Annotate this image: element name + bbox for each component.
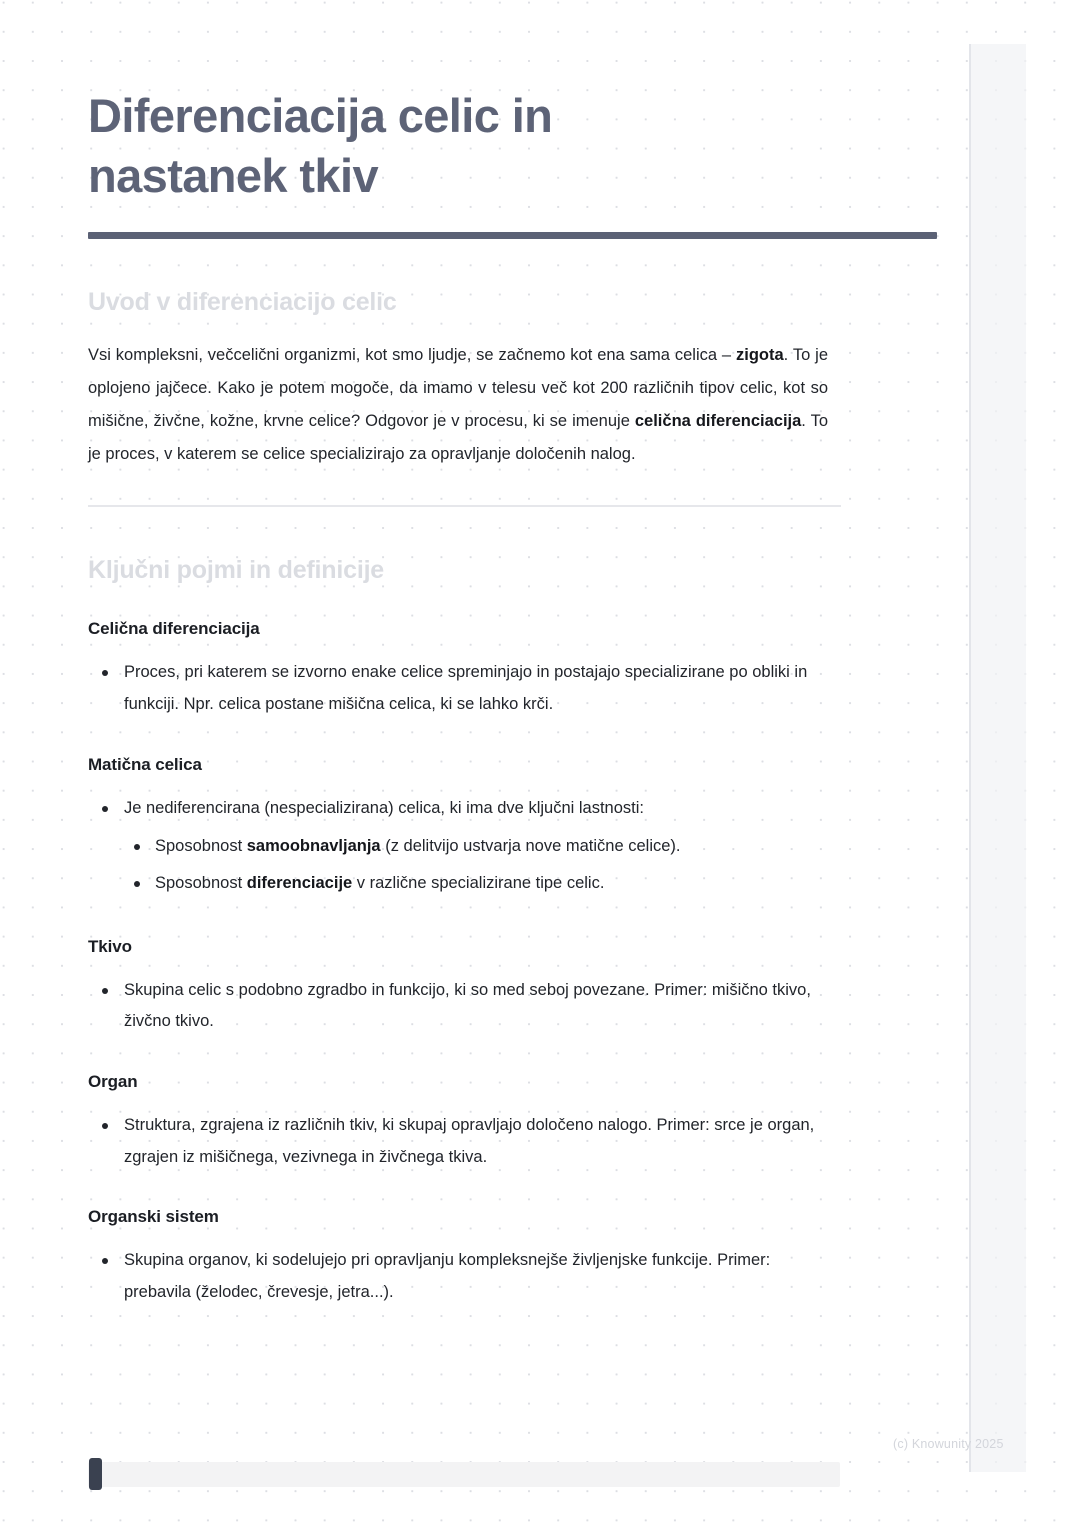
copyright-watermark: (c) Knowunity 2025 <box>893 1437 1004 1451</box>
list-item <box>88 1245 840 1308</box>
intro-paragraph <box>88 317 828 471</box>
page-edge-band <box>969 44 1026 1472</box>
bullet-text: Proces, pri katerem se izvorno enake celice spreminjajo in postajajo specializirane po obliki in funkciji. Npr. celica postane mišična celica, ki se lahko krči. <box>124 663 808 713</box>
document-content <box>88 0 940 1309</box>
list-item <box>88 975 840 1038</box>
term-title-organ: Organ <box>88 1071 138 1091</box>
list-item <box>88 657 840 720</box>
bullet-list-celicna-diferenciacija <box>88 639 940 720</box>
bullet-list-tkivo <box>88 957 940 1038</box>
intro-text-part1: Vsi kompleksni, večcelični organizmi, kot smo ljudje, se začnemo kot ena sama celica – <box>88 346 736 365</box>
term-zigota: zigota <box>736 346 784 365</box>
bullet-list-maticna-celica <box>88 775 940 903</box>
sub-bullet-list-lastnosti <box>124 824 840 902</box>
bullet-text: Skupina organov, ki sodelujejo pri opravljanju kompleksnejše življenjske funkcije. Primer: prebavila (želodec, črevesje, jetra...). <box>124 1251 771 1301</box>
term-diferenciacije: diferenciacije <box>246 874 353 893</box>
intro-text-part3: . To je proces, v katerem se celice specializirajo za opravljanje določenih nalog. <box>88 412 828 464</box>
intro-text-part2: . To je oplojeno jajčece. Kako je potem mogoče, da imamo v telesu več kot 200 različnih tipov celic, kot so mišične, živčne, kožne, krvne celice? Odgovor je v procesu, ki se imenuje <box>88 346 828 431</box>
sub-bullet-text-post: (z delitvijo ustvarja nove matične celice). <box>380 837 681 856</box>
list-item <box>88 793 840 903</box>
bullet-list-organ <box>88 1092 940 1173</box>
bullet-text: Je nediferencirana (nespecializirana) celica, ki ima dve ključni lastnosti: <box>124 798 644 817</box>
bullet-text: Struktura, zgrajena iz različnih tkiv, ki skupaj opravljajo določeno nalogo. Primer: srce je organ, zgrajen iz mišičnega, vezivnega in živčnega tkiva. <box>124 1115 815 1166</box>
term-celicna-diferenciacija: celična diferenciacija <box>634 412 802 431</box>
bottom-progress-bar <box>88 1462 840 1487</box>
term-title-tkivo: Tkivo <box>88 936 132 956</box>
term-title-maticna-celica: Matična celica <box>88 754 202 774</box>
sub-bullet-text-pre: Sposobnost <box>155 874 247 893</box>
term-samoobnavljanja: samoobnavljanja <box>246 837 381 856</box>
title-divider-rule <box>88 232 937 239</box>
bullet-list-organski-sistem <box>88 1227 940 1308</box>
list-item <box>124 828 855 865</box>
term-title-organski-sistem: Organski sistem <box>88 1207 219 1227</box>
sub-bullet-text-post: v različne specializirane tipe celic. <box>352 874 605 893</box>
section-heading-uvod: Uvod v diferenciacijo celic <box>88 288 397 317</box>
sub-bullet-text-pre: Sposobnost <box>155 837 247 856</box>
list-item <box>124 865 855 902</box>
term-title-celicna-diferenciacija: Celična diferenciacija <box>88 619 260 639</box>
bottom-bar-accent-marker <box>89 1458 102 1490</box>
list-item <box>88 1110 840 1173</box>
section-heading-kljucni-pojmi: Ključni pojmi in definicije <box>88 556 385 585</box>
bullet-text: Skupina celic s podobno zgradbo in funkcijo, ki so med seboj povezane. Primer: mišično tkivo, živčno tkivo. <box>124 980 811 1031</box>
page-title: Diferenciacija celic in nastanek tkiv <box>88 89 553 203</box>
